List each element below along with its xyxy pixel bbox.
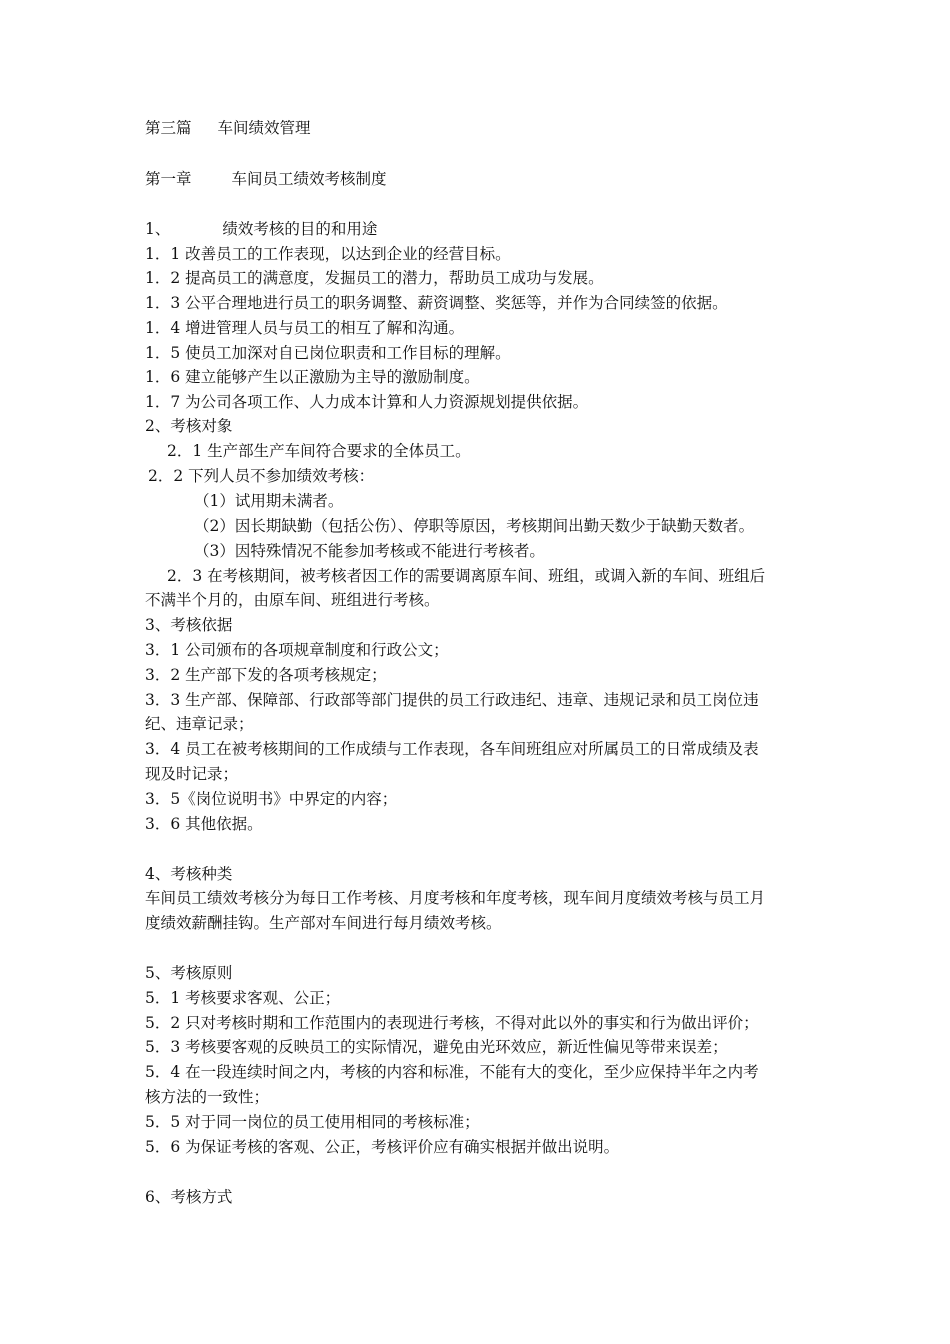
section2-item: 2．1 生产部生产车间符合要求的全体员工。 <box>167 442 471 460</box>
chapter-title: 第一章 车间员工绩效考核制度 <box>145 170 387 188</box>
section1-item: 1．2 提高员工的满意度，发掘员工的潜力，帮助员工成功与发展。 <box>145 269 604 287</box>
section5-heading: 5、考核原则 <box>145 964 233 982</box>
part-title: 第三篇 车间绩效管理 <box>145 119 311 137</box>
section3-heading: 3、考核依据 <box>145 616 233 634</box>
section3-item: 3．3 生产部、保障部、行政部等部门提供的员工行政违纪、违章、违规记录和员工岗位违 <box>145 691 759 709</box>
section4-paragraph: 车间员工绩效考核分为每日工作考核、月度考核和年度考核，现车间月度绩效考核与员工月 <box>145 889 766 907</box>
section5-item: 5．3 考核要客观的反映员工的实际情况，避免由光环效应，新近性偏见等带来误差； <box>145 1038 728 1056</box>
section4-heading: 4、考核种类 <box>145 865 233 883</box>
section2-subitem: （2）因长期缺勤（包括公伤）、停职等原因，考核期间出勤天数少于缺勤天数者。 <box>194 517 755 535</box>
section1-item: 1．7 为公司各项工作、人力成本计算和人力资源规划提供依据。 <box>145 393 589 411</box>
section3-item: 3．5《岗位说明书》中界定的内容； <box>145 790 398 808</box>
section5-item: 5．2 只对考核时期和工作范围内的表现进行考核，不得对此以外的事实和行为做出评价； <box>145 1014 759 1032</box>
section3-item: 3．6 其他依据。 <box>145 815 263 833</box>
section2-item: 2．3 在考核期间，被考核者因工作的需要调离原车间、班组，或调入新的车间、班组后 <box>167 567 766 585</box>
section2-subitem: （1）试用期未满者。 <box>194 492 344 510</box>
section2-heading: 2、考核对象 <box>145 417 233 435</box>
section3-item: 3．1 公司颁布的各项规章制度和行政公文； <box>145 641 449 659</box>
section1-heading: 1、 绩效考核的目的和用途 <box>145 220 378 238</box>
section5-item-continued: 核方法的一致性； <box>145 1088 270 1106</box>
section6-heading: 6、考核方式 <box>145 1188 233 1206</box>
section5-item: 5．5 对于同一岗位的员工使用相同的考核标准； <box>145 1113 480 1131</box>
section1-item: 1．6 建立能够产生以正激励为主导的激励制度。 <box>145 368 480 386</box>
section3-item-continued: 纪、违章记录； <box>145 715 254 733</box>
section4-paragraph-continued: 度绩效薪酬挂钩。生产部对车间进行每月绩效考核。 <box>145 914 502 932</box>
section5-item: 5．4 在一段连续时间之内，考核的内容和标准，不能有大的变化，至少应保持半年之内考 <box>145 1063 759 1081</box>
section1-item: 1．5 使员工加深对自已岗位职责和工作目标的理解。 <box>145 344 511 362</box>
section5-item: 5．1 考核要求客观、公正； <box>145 989 341 1007</box>
section2-item-continued: 不满半个月的，由原车间、班组进行考核。 <box>145 591 440 609</box>
section1-item: 1．4 增进管理人员与员工的相互了解和沟通。 <box>145 319 465 337</box>
section3-item: 3．4 员工在被考核期间的工作成绩与工作表现，各车间班组应对所属员工的日常成绩及表 <box>145 740 759 758</box>
section2-item: 2．2 下列人员不参加绩效考核： <box>148 467 375 485</box>
section1-item: 1．1 改善员工的工作表现，以达到企业的经营目标。 <box>145 245 511 263</box>
section1-item: 1．3 公平合理地进行员工的职务调整、薪资调整、奖惩等，并作为合同续签的依据。 <box>145 294 728 312</box>
section3-item: 3．2 生产部下发的各项考核规定； <box>145 666 387 684</box>
section5-item: 5．6 为保证考核的客观、公正，考核评价应有确实根据并做出说明。 <box>145 1138 620 1156</box>
section3-item-continued: 现及时记录； <box>145 765 239 783</box>
section2-subitem: （3）因特殊情况不能参加考核或不能进行考核者。 <box>194 542 545 560</box>
